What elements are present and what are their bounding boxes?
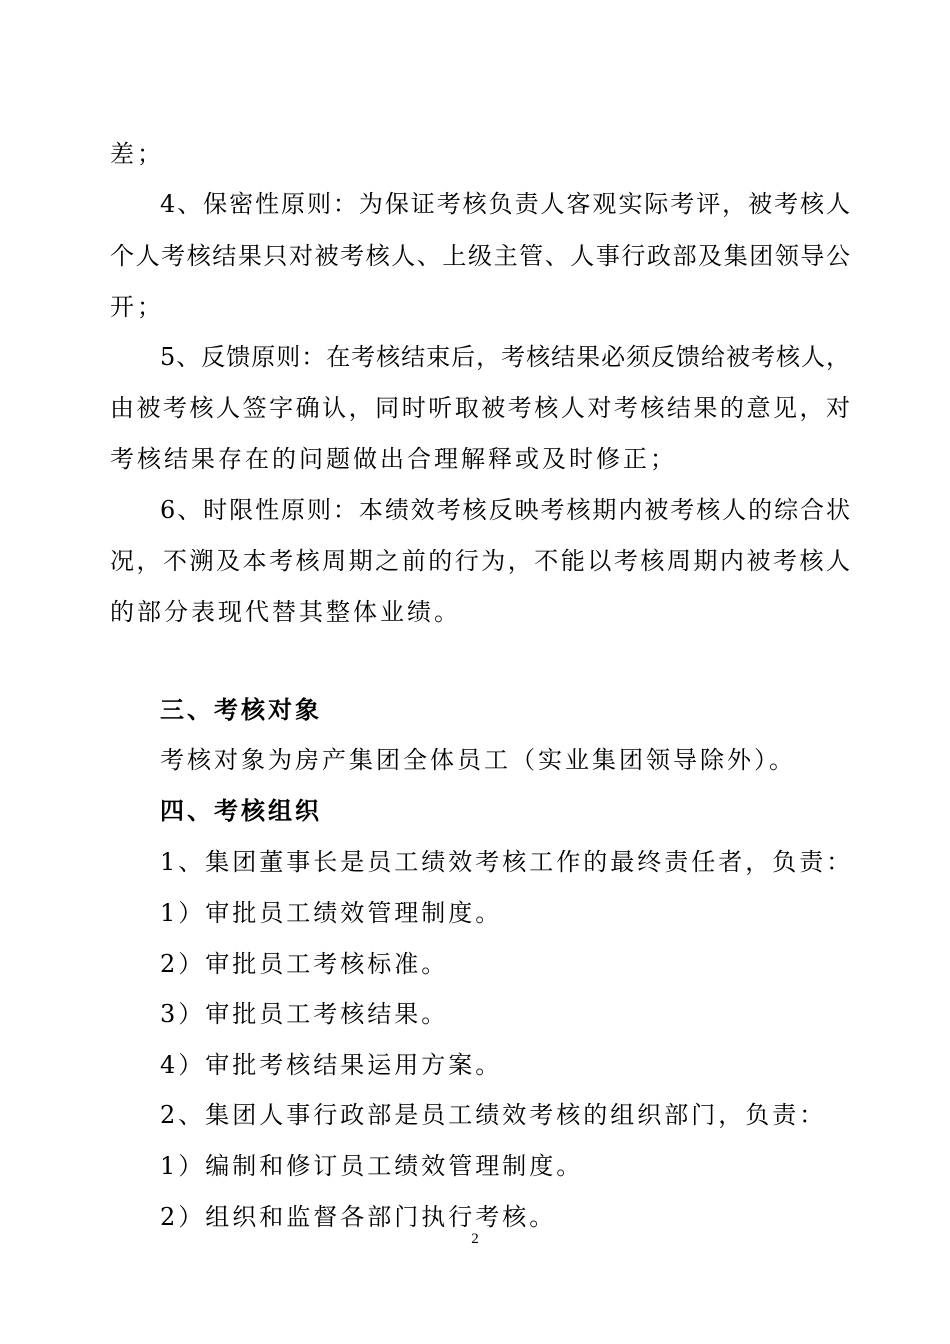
list-item: 2、集团人事行政部是员工绩效考核的组织部门，负责： [160,1101,827,1129]
section-heading: 三、考核对象 [160,695,322,724]
section-heading: 四、考核组织 [160,796,322,825]
page-number: 2 [471,1231,479,1247]
list-item: 1）审批员工绩效管理制度。 [160,899,503,927]
paragraph-line: 4、保密性原则：为保证考核负责人客观实际考评，被考核人 [160,190,850,218]
paragraph-line: 开； [110,293,164,321]
paragraph-line: 个人考核结果只对被考核人、上级主管、人事行政部及集团领导公 [110,242,850,270]
paragraph-line: 考核对象为房产集团全体员工（实业集团领导除外）。 [160,746,796,774]
paragraph-line: 5、反馈原则：在考核结束后，考核结果必须反馈给被考核人， [160,343,850,371]
paragraph-line: 的部分表现代替其整体业绩。 [110,598,461,626]
list-item: 2）审批员工考核标准。 [160,950,449,978]
paragraph-line: 由被考核人签字确认，同时听取被考核人对考核结果的意见，对 [110,394,850,422]
list-item: 1）编制和修订员工绩效管理制度。 [160,1152,584,1180]
list-item: 2）组织和监督各部门执行考核。 [160,1203,557,1231]
list-item: 3）审批员工考核结果。 [160,1000,449,1028]
paragraph-line: 6、时限性原则：本绩效考核反映考核期内被考核人的综合状 [160,496,850,524]
paragraph-line: 况，不溯及本考核周期之前的行为，不能以考核周期内被考核人 [110,547,850,575]
paragraph-line: 考核结果存在的问题做出合理解释或及时修正； [110,445,677,473]
list-item: 1、集团董事长是员工绩效考核工作的最终责任者，负责： [160,848,854,876]
list-item: 4）审批考核结果运用方案。 [160,1051,503,1079]
paragraph-line: 差； [110,140,164,168]
